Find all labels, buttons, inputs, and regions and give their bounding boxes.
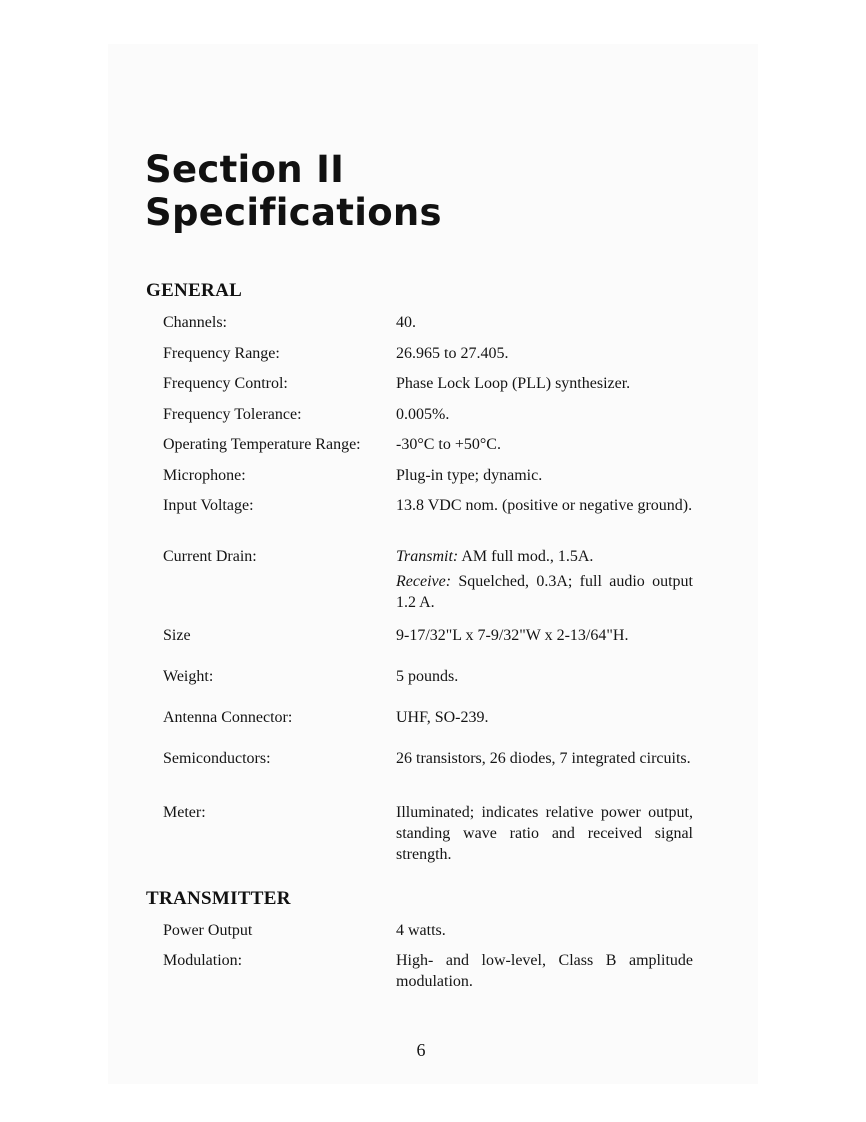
spec-value-antenna-connector: UHF, SO-239. [396,709,489,726]
transmit-prefix: Transmit: [396,548,459,565]
specifications-title: Specifications [145,191,442,234]
spec-value-operating-temperature: -30°C to +50°C. [396,436,501,453]
spec-value-frequency-tolerance: 0.005%. [396,406,450,423]
spec-value-channels: 40. [396,314,416,331]
spec-label-operating-temperature: Operating Temperature Range: [163,436,361,453]
transmit-value: AM full mod., 1.5A. [458,548,594,565]
section-number-title: Section II [145,148,345,191]
general-heading: GENERAL [146,280,243,301]
spec-value-frequency-control: Phase Lock Loop (PLL) synthesizer. [396,375,631,392]
spec-label-power-output: Power Output [163,922,253,939]
spec-value-weight: 5 pounds. [396,668,459,685]
spec-value-current-drain-receive [396,571,693,613]
spec-value-microphone: Plug-in type; dynamic. [396,467,543,484]
spec-value-input-voltage: 13.8 VDC nom. (positive or negative ground). [396,497,693,514]
section-title [145,148,442,234]
spec-value-size: 9-17/32"L x 7-9/32"W x 2-13/64"H. [396,627,629,644]
transmitter-heading: TRANSMITTER [146,888,291,909]
spec-label-microphone: Microphone: [163,467,246,484]
spec-value-current-drain-transmit [396,546,693,567]
spec-label-input-voltage: Input Voltage: [163,497,254,514]
page-number: 6 [416,1040,426,1060]
spec-label-frequency-range: Frequency Range: [163,345,280,362]
spec-value-frequency-range: 26.965 to 27.405. [396,345,509,362]
receive-prefix: Receive: [396,573,452,590]
spec-label-size: Size [163,627,191,644]
spec-label-channels: Channels: [163,314,227,331]
spec-label-modulation: Modulation: [163,952,243,969]
spec-label-current-drain: Current Drain: [163,548,257,565]
spec-value-meter: Illuminated; indicates relative power output, standing wave ratio and received signal strength. [396,804,693,863]
spec-label-frequency-control: Frequency Control: [163,375,288,392]
spec-label-semiconductors: Semiconductors: [163,750,271,767]
spec-label-frequency-tolerance: Frequency Tolerance: [163,406,302,423]
receive-value: Squelched, 0.3A; full audio output 1.2 A. [396,573,693,611]
spec-label-antenna-connector: Antenna Connector: [163,709,293,726]
spec-value-semiconductors: 26 transistors, 26 diodes, 7 integrated circuits. [396,750,691,767]
spec-value-modulation: High- and low-level, Class B amplitude modulation. [396,952,693,990]
spec-label-meter: Meter: [163,804,206,821]
spec-value-power-output: 4 watts. [396,922,446,939]
page-sheet [108,44,758,1084]
spec-label-weight: Weight: [163,668,214,685]
